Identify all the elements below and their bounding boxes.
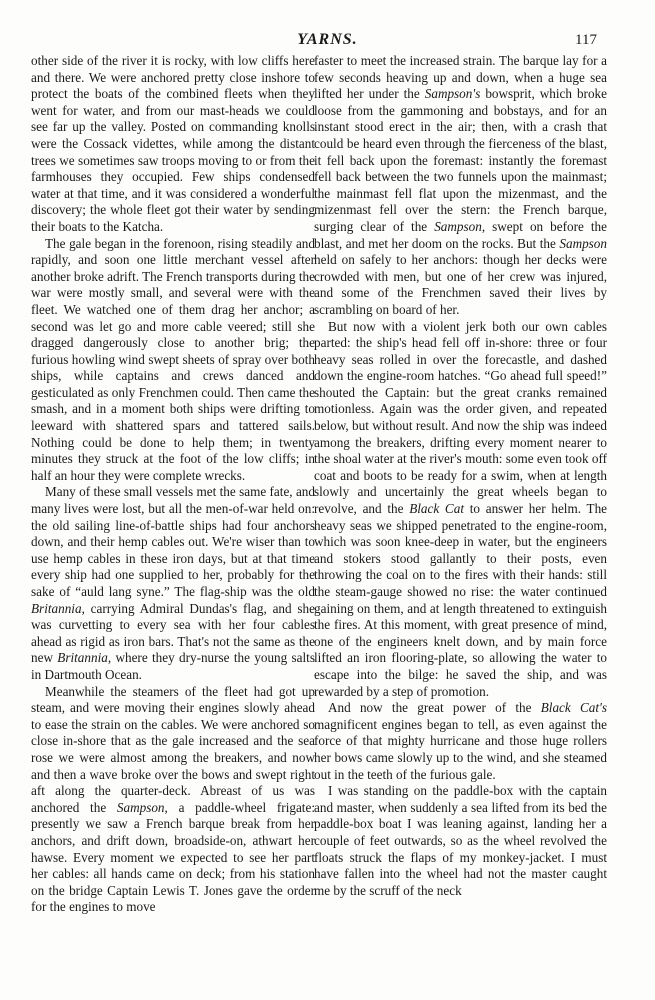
paragraph: But now with a violent jerk both our own cables parted: the ship's head fell off in-shore: three or four heavy seas rolled in over the forecastle, and dashed down the engine-room hatches. “Go ahead full speed!” shouted the Captain: but the great cranks remained motionless. Again was the order given, and repeated below, but without result. And now the ship was indeed among the breakers, drifting every moment nearer to the shoal water at the river's mouth: some even took off coat and boots to be ready for a swim, when at length slowly and uncertainly the great wheels began to revolve, and the Black Cat to answer her helm. The heavy seas we shipped penetrated to the engine-room, which was soon knee-deep in water, but the engineers and stokers stood gallantly to their posts, even throwing the coal on to the fires with their hands: still the steam-gauge showed no rise: the water continued gaining on them, and at length threatened to extinguish the fires. At this moment, with great presence of mind, one of the engineers knelt down, and by main force lifted an iron flooring-plate, so allowing the water to escape into the bilge: he saved the ship, and was rewarded by a step of promotion. — [314, 318, 608, 699]
paragraph: Meanwhile the steamers of the fleet had got up steam, and were moving their engines slowly ahead to ease the strain on the cables. We were anchored so close in-shore that as the gale increased and the sea rose we were almost among the breakers, and now and then a wave broke over the bows and swept right aft along the quarter-deck. Abreast of us was anchored the Sampson, a paddle-wheel frigate: presently we saw a French barque break from her anchors, and drift down, broadside-on, athwart her hawse. Every moment we expected to see her part her cables: all hands came on deck; from his station on the bridge Captain Lewis T. Jones gave the order for the engines to move — [31, 683, 315, 915]
paragraph: The gale began in the forenoon, rising steadily and rapidly, and soon one little merchant vessel after another broke adrift. The French transports during the war were mostly small, and several were with the fleet. We watched one of them drag her anchor; a second was let go and more cable veered; still she dragged dangerously close to another brig; the furious howling wind swept sheets of spray over both ships, while captains and crews danced and gesticulated as only Frenchmen could. Then came the smash, and in a moment both ships were drifting to leeward with shattered spars and tattered sails. Nothing could be done to help them; in twenty minutes they struck at the foot of the low cliffs; in half an hour they were complete wrecks. — [31, 235, 315, 483]
ship-name: Britannia — [31, 600, 82, 616]
ship-name: Britannia — [57, 650, 108, 666]
ship-name: Sampson's — [424, 86, 481, 102]
ship-name: Sampson — [434, 218, 482, 234]
right-column — [314, 53, 607, 899]
ship-name: Black Cat — [409, 501, 464, 517]
paragraph: other side of the river it is rocky, with low cliffs here and there. We were anchored pretty close inshore to protect the boats of the combined fleets when they went for water, and from our mast-heads we could see far up the valley. Posted on commanding knolls were the Cossack videttes, while among the distant trees we sometimes saw troops moving to or from the farmhouses they occupied. Few ships condensed water at that time, and it was considered a wonderful discovery; the whole fleet got their water by sending their boats to the Katcha. — [31, 53, 315, 234]
left-column — [31, 53, 315, 916]
paragraph: And now the great power of the Black Cat's magnificent engines began to tell, as even against the force of that mighty hurricane and those huge rollers her bows came slowly up to the wind, and she steamed out in the teeth of the furious gale. — [314, 700, 607, 782]
ship-name: Sampson — [559, 235, 607, 251]
paragraph: Many of these small vessels met the same fate, and many lives were lost, but all the men-of-war held on: the old sailing line-of-battle ships had four anchors down, and their hemp cables out. We're wiser than to use hemp cables in these iron days, but at that time every ship had one supplied to her, probably for the sake of “auld lang syne.” The flag-ship was the old Britannia, carrying Admiral Dundas's flag, and she was curvetting to every sea with her four cables ahead as rigid as iron bars. That's not the same as the new Britannia, where they dry-nurse the young salts in Dartmouth Ocean. — [31, 484, 315, 682]
ship-name: Black Cat's — [540, 700, 607, 716]
ship-name: Sampson — [116, 799, 165, 815]
running-title: YARNS. — [297, 31, 358, 48]
paragraph: I was standing on the paddle-box with the captain and master, when suddenly a sea lifted from its bed the paddle-box boat I was leaning against, landing her a couple of feet outwards, so as the wheel revolved the floats struck the flaps of my monkey-jacket. I must have fallen into the wheel had not the master caught me by the scruff of the neck — [314, 783, 607, 898]
page-number: 117 — [575, 32, 597, 48]
running-head — [0, 30, 655, 50]
paragraph: faster to meet the increased strain. The barque lay for a few seconds heaving up and down, when a huge sea lifted her under the Sampson's bowsprit, which broke loose from the gammoning and bobstays, and for an instant stood erect in the air; then, with a crash that could be heard even through the fierceness of the blast, it fell back upon the foremast: instantly the foremast fell back between the two funnels upon the mainmast; the mainmast fell flat upon the mizenmast, and the mizenmast fell over the stern: the French barque, surging clear of the Sampson, swept on before the blast, and met her doom on the rocks. But the Sampson held on safely to her anchors: though her decks were crowded with men, but one of her crew was injured, and some of the Frenchmen saved their lives by scrambling on board of her. — [314, 53, 607, 317]
